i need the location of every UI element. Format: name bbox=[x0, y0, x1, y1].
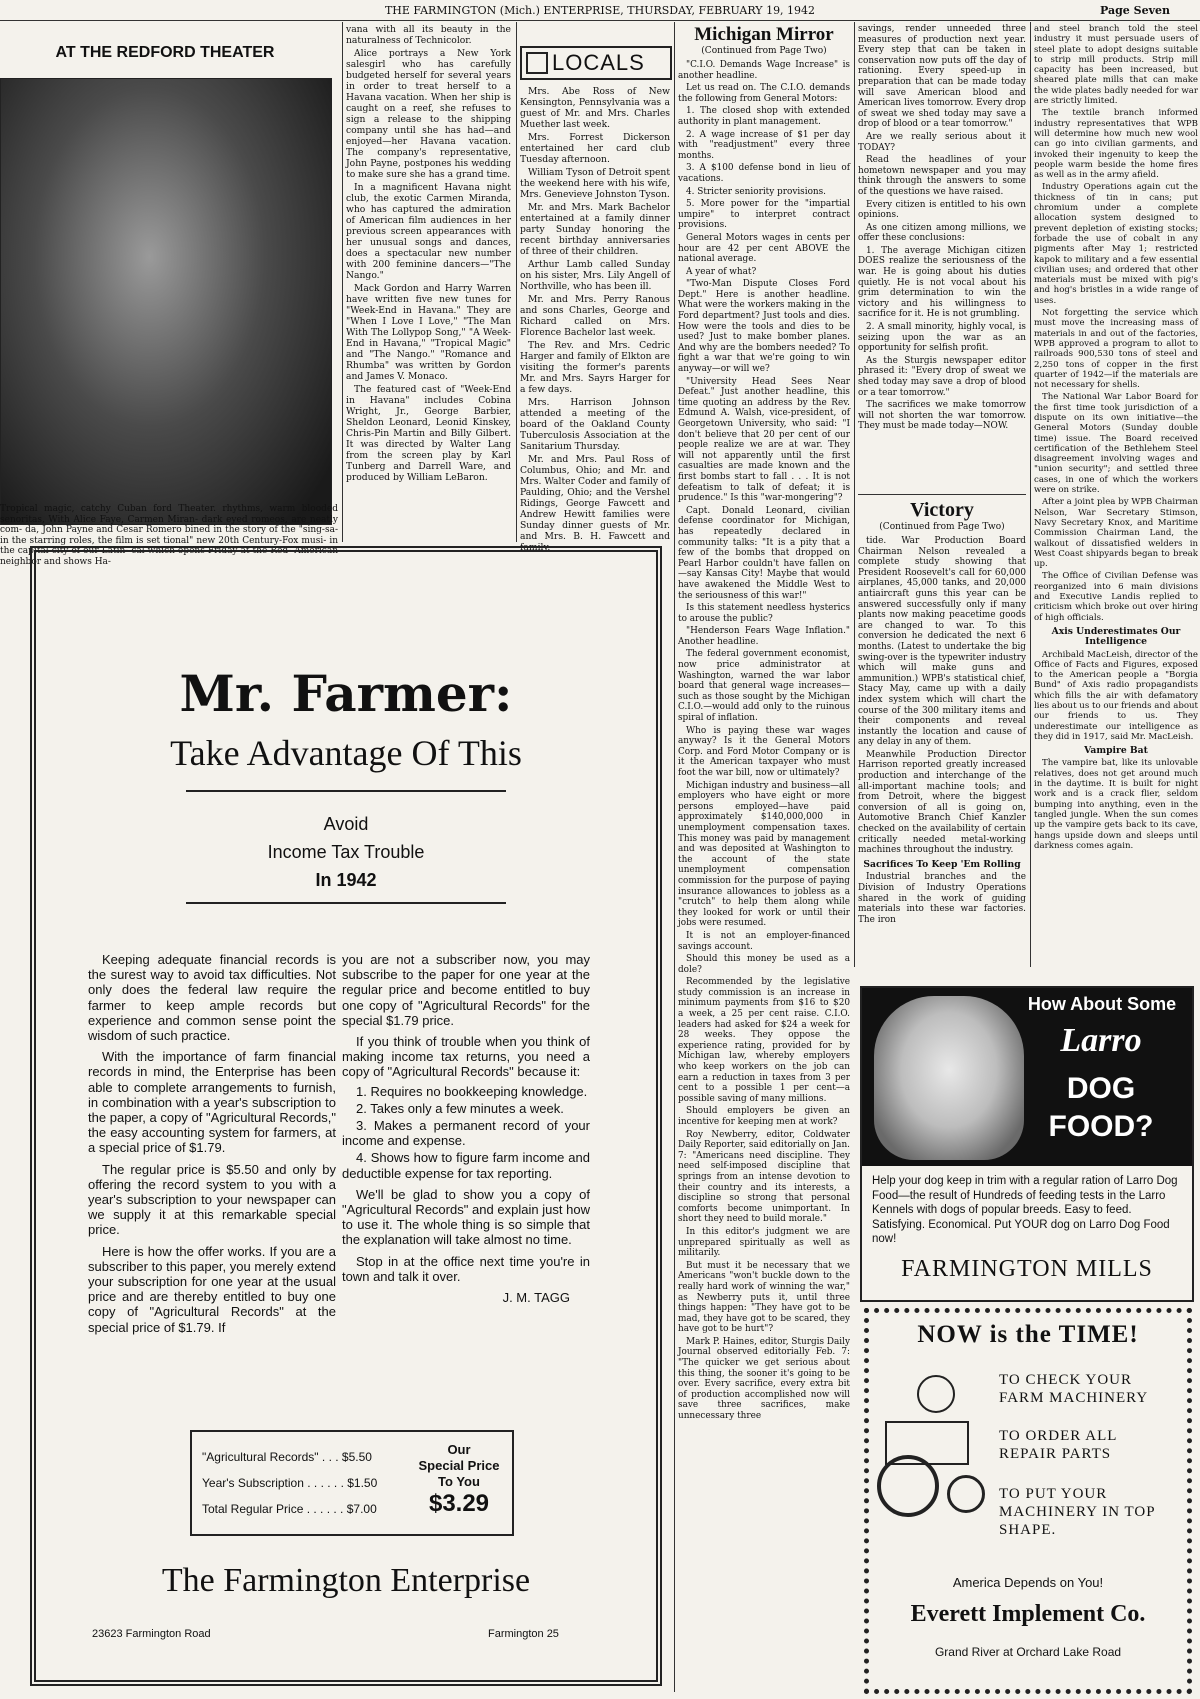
redford-section bbox=[0, 24, 340, 534]
everett-item: TO ORDER ALL REPAIR PARTS bbox=[999, 1428, 1117, 1462]
victory-section bbox=[858, 494, 1026, 927]
victory-paragraph: After a joint plea by WPB Chairman Nelson, War Secretary Stimson, Navy Secretary Knox, and Maritime Commission Chairman Land, the walkout of dissatisfied welders in West Coast shipyards began to break up. bbox=[1034, 497, 1198, 570]
bat-paragraph: The vampire bat, like its unlovable relatives, does not get around much in the daytime. It is built for night work and is a crack flier, seldom bumping into anything, even in the tangled jungle. When the sun comes up the vampire gets back to its cave, hangs upside down and sleeps until darkness comes again. bbox=[1034, 758, 1198, 851]
special-price: $3.29 bbox=[428, 1490, 490, 1517]
locals-item: Mrs. Abe Ross of New Kensington, Pennsylvania was a guest of Mr. and Mrs. Charles Muether last week. bbox=[520, 86, 670, 130]
mirror-paragraph: Should employers be given an incentive for keeping men at work? bbox=[678, 1106, 850, 1127]
ad-list-item: 1. Requires no bookkeeping knowledge. bbox=[356, 1083, 588, 1099]
enterprise-phone: Farmington 25 bbox=[488, 1628, 559, 1640]
bat-subhead: Vampire Bat bbox=[1084, 745, 1148, 757]
price-box bbox=[190, 1430, 514, 1536]
mirror-paragraph: Capt. Donald Leonard, civilian defense coordinator for Michigan, has repeatedly declared in community talks: "It is a pity that a few of the bombs that dropped on Pearl Harbor couldn't have fallen on—say Kansas City! Maybe that would have awakened the Middle West to the seriousness of this war!" bbox=[678, 505, 850, 601]
farmer-ad bbox=[30, 546, 662, 1686]
mirror-paragraph: 5. More power for the "impartial umpire" to interpret contract provisions. bbox=[678, 199, 850, 231]
locals-column bbox=[520, 86, 670, 555]
everett-ad bbox=[864, 1308, 1192, 1694]
mirror-paragraph: Should this money be used as a dole? bbox=[678, 954, 850, 975]
avoid-line1: Avoid bbox=[323, 814, 369, 834]
mirror-subtitle: (Continued from Page Two) bbox=[701, 46, 827, 56]
farmer-subtitle: Take Advantage Of This bbox=[170, 733, 522, 773]
mirror-paragraph: "C.I.O. Demands Wage Increase" is another headline. bbox=[678, 60, 850, 81]
mirror-paragraph: 4. Stricter seniority provisions. bbox=[686, 186, 827, 197]
mirror-paragraph: Recommended by the legislative study commission is an increase in minimum payments from $16 to $20 a week, a 25 per cent raise. C.I.O. leaders had asked for $24 a week for 28 weeks. They oppose the experience rating, provided for by Michigan law, whereby employers who keep workers on the job can earn a reduction in taxes from 3 per cent to a possible 1 per cent—a possible saving of many millions. bbox=[678, 977, 850, 1104]
locals-item: Mr. and Mrs. Paul Ross of Columbus, Ohio; and Mr. and Mrs. Walter Coder and family of Paulding, Ohio; and the Vershel Ridings, George Fawcett and Andrew Hewitt families were Sunday dinner guests of Mr. and Mrs. B. H. Fawcett and family. bbox=[520, 454, 670, 553]
victory-paragraph: The Office of Civilian Defense was reorganized into 6 main divisions and Executive Landis replied to criticism which broke out over hiring of high officials. bbox=[1034, 571, 1198, 623]
editorial-paragraph: 2. A small minority, highly vocal, is seizing upon the war as an opportunity for selfish profit. bbox=[858, 322, 1026, 354]
larro-brand: Larro bbox=[1060, 1022, 1142, 1059]
col-rule bbox=[342, 22, 343, 542]
locals-item: Mrs. Forrest Dickerson entertained her card club Tuesday afternoon. bbox=[520, 132, 670, 165]
divider bbox=[186, 902, 506, 904]
editorial-paragraph: As the Sturgis newspaper editor phrased it: "Every drop of sweat we shed today may save a drop of blood or a tear tomorrow." bbox=[858, 355, 1026, 398]
victory-paragraph: Not forgetting the service which must move the increasing mass of materials in and out of the factories, WPB approved a program to allot to railroads 900,530 tons of steel and 2,250 tons of copper in the first quarter of 1942—if the materials are not necessary for shells. bbox=[1034, 308, 1198, 391]
locals-item: Mr. and Mrs. Perry Ranous and sons Charles, George and Richard called on Mrs. Florence Bachelor last week. bbox=[520, 294, 670, 338]
enterprise-address: 23623 Farmington Road bbox=[92, 1628, 211, 1640]
ad-paragraph: We'll be glad to show you a copy of "Agricultural Records" and explain just how to use it. The whole thing is so simple that the explanation will take almost no time. bbox=[342, 1186, 590, 1248]
avoid-line3: In 1942 bbox=[315, 870, 377, 890]
axis-subhead: Axis Underestimates Our Intelligence bbox=[1051, 625, 1181, 648]
mirror-paragraph: "Two-Man Dispute Closes Ford Dept." Here is another headline. What were the workers making in the Ford department? Just tools and dies. How were the tools and dies to be used? Just to make bomber planes. And why are the bombers needed? To fight a war that we're going to win anyway—or will we? bbox=[678, 279, 850, 375]
locals-item: The Rev. and Mrs. Cedric Harger and family of Elkton are visiting the former's parents Mr. and Mrs. Sayrs Harger for a few days. bbox=[520, 340, 670, 395]
victory-paragraph: The National War Labor Board for the first time took jurisdiction of a dispute on its own initiative—the General Motors (Sunday double time) issue. The Board received certification of the Bethlehem Steel disagreement involving wages and "union security"; and settled three cases, in one of which the workers were on strike. bbox=[1034, 392, 1198, 496]
ad-list-item: 4. Shows how to figure farm income and deductible expense for tax reporting. bbox=[342, 1150, 590, 1181]
mirror-continued bbox=[858, 24, 1026, 434]
price-row: "Agricultural Records" . . . $5.50 bbox=[202, 1450, 372, 1464]
locals-item: Arthur Lamb called Sunday on his sister, Mrs. Lily Angell of Northville, who has been ill. bbox=[520, 259, 670, 292]
mirror-paragraph: 2. A wage increase of $1 per day with "readjustment" every three months. bbox=[678, 129, 850, 161]
victory-title: Victory bbox=[910, 499, 974, 521]
editorial-paragraph: Every citizen is entitled to his own opinions. bbox=[858, 199, 1026, 221]
price-row: Year's Subscription . . . . . . $1.50 bbox=[202, 1476, 378, 1490]
victory-paragraph: tide. War Production Board Chairman Nelson revealed a complete study showing that President Roosevelt's call for 60,000 airplanes, 45,000 tanks, and 20,000 antiaircraft guns this year can be answered successfully only if many plants now making peacetime goods are changed to war. To this conversion he dedicated the next 6 months. (Latest to undertake the big swing-over is the typewriter industry which will make guns and ammunition.) WPB's statistical chief, Stacy May, came up with a daily index system which will chart the course of the 300 military items and their components and reveal instantly the location and cause of any delay in any of them. bbox=[858, 536, 1026, 748]
price-our: Our bbox=[447, 1442, 471, 1457]
everett-depends: America Depends on You! bbox=[952, 1575, 1104, 1590]
locals-item: Mrs. Harrison Johnson attended a meeting of the board of the Oakland County Tuberculosis Association at the Sanitarium Thursday. bbox=[520, 397, 670, 452]
story-paragraph: The featured cast of "Week-End in Havana" includes Cobina Wright, Jr., George Barbier, Sheldon Leonard, Leonid Kinskey, Chris-Pin Martin and Billy Gilbert. It was directed by Walter Lang from the screen play by Karl Tunberg and Darrell Ware, and produced by William LeBaron. bbox=[346, 384, 511, 483]
redford-caption: Tropical magic, catchy Cuban ford Theater. rhythms, warm blooded senoritas, With Alice Faye, Carmen Miran- dark eyed romeos, are neatly com- da, John Payne and Cesar Romero bined in the story of the "sing-sa- in the starring roles, the film is set tional" new 20th Century-Fox musi- in the capital city of our Latin- cal which opens Friday at the Red- American neighbor and shows Ha- bbox=[0, 504, 338, 567]
locals-title: LOCALS bbox=[552, 50, 645, 75]
everett-address: Grand River at Orchard Lake Road bbox=[934, 1645, 1122, 1659]
larro-dog: DOG bbox=[1066, 1072, 1136, 1105]
larro-banner bbox=[862, 988, 1192, 1166]
story-paragraph: Mack Gordon and Harry Warren have written five new tunes for "Week-End in Havana." They are "When I Love I Love," "The Man With The Lollypop Song," "A Week-End in Havana," "Tropical Magic" and "The Nango." "Romance and Rhumba" was written by Gordon and James V. Monaco. bbox=[346, 283, 511, 382]
ad-list-item: 3. Makes a permanent record of your income and expense. bbox=[342, 1118, 590, 1149]
editorial-paragraph: savings, render unneeded three measures of production next year. Every step that can be taken in conservation now puts off the day of rationing. Every speed-up in preparation that can be made today will save American blood and American lives tomorrow. Every drop of sweat we shed today may save a drop of blood or a tear tomorrow." bbox=[858, 24, 1026, 130]
col-rule bbox=[1030, 22, 1031, 967]
editorial-paragraph: Are we really serious about it TODAY? bbox=[858, 131, 1026, 153]
victory-paragraph: Meanwhile Production Director Harrison reported greatly increased production and interchange of the all-important machine tools; and from Detroit, where the biggest conversion of all is going on, Automotive Branch Chief Kanzler checked on the availability of certain critically needed metal-working machines throughout the industry. bbox=[858, 749, 1026, 856]
mirror-paragraph: But must it be necessary that we Americans "won't buckle down to the really hard work of winning the war," as Newberry puts it, until three things happen: "They have got to be mad, they have got to be scared, they have got to be hurt"? bbox=[678, 1260, 850, 1335]
victory-paragraph: Industrial branches and the Division of Industry Operations shared in the work of guiding materials into these war factories. The iron bbox=[858, 872, 1026, 925]
ad-paragraph: you are not a subscriber now, you may subscribe to the paper for one year at the regular price and become entitled to buy one copy of "Agricultural Records" for the special $1.79 price. bbox=[342, 952, 590, 1028]
masthead: THE FARMINGTON (Mich.) ENTERPRISE, THURSDAY, FEBRUARY 19, 1942 bbox=[384, 4, 816, 17]
mirror-column bbox=[678, 24, 850, 1424]
divider bbox=[186, 790, 506, 792]
mirror-paragraph: Is this statement needless hysterics to arouse the public? bbox=[678, 603, 850, 624]
victory-paragraph: The textile branch informed industry representatives that WPB will determine how much new wool can go into civilian garments, and invoked their ingenuity to keep the people warm beside the home fires as well as in the army afield. bbox=[1034, 108, 1198, 181]
farmer-title: Mr. Farmer: bbox=[179, 664, 513, 723]
ad-list-item: 2. Takes only a few minutes a week. bbox=[356, 1100, 564, 1116]
mirror-paragraph: 1. The closed shop with extended authority in plant management. bbox=[678, 106, 850, 127]
mirror-paragraph: The federal government economist, now price administrator at Washington, warned the war labor board that general wage increases—such as those sought by the Michigan C.I.O.—would add only to the ruinous spiral of inflation. bbox=[678, 649, 850, 724]
price-special: Special Price bbox=[418, 1458, 500, 1473]
ad-paragraph: If you think of trouble when you think of making income tax returns, you need a copy of "Agricultural Records" because it: bbox=[342, 1034, 590, 1080]
col-rule bbox=[674, 22, 675, 1692]
victory-continued bbox=[1034, 24, 1198, 853]
farmer-right-copy bbox=[342, 952, 590, 1305]
mirror-paragraph: Mark P. Haines, editor, Sturgis Daily Journal observed editorially Feb. 7: "The quicker we get serious about this thing, the sooner it's going to be over. Every sacrifice, every extra bit of production accomplished now will save three sacrifices, make unnecessary three bbox=[678, 1336, 850, 1422]
editorial-paragraph: As one citizen among millions, we offer these conclusions: bbox=[858, 222, 1026, 244]
col-rule bbox=[854, 22, 855, 967]
ad-paragraph: With the importance of farm financial records in mind, the Enterprise has been able to complete arrangements to furnish, in combination with a year's subscription to the paper, a copy of "Agricultural Records," the easy accounting system for farmers, at a special price of $1.79. bbox=[88, 1049, 336, 1156]
ad-paragraph: The regular price is $5.50 and only by offering the record system to you with a year's subscription to your newspaper can we supply it at this remarkable special price. bbox=[88, 1161, 336, 1238]
axis-paragraph: Archibald MacLeish, director of the Office of Facts and Figures, exposed to the American people a "Borgia Bund" of Axis radio propagandists which fills the air with defamatory lies about us to our friends and about our friends to us. They underestimate our intelligence as they did in 1917, said Mr. MacLeish. bbox=[1034, 649, 1198, 742]
editorial-paragraph: 1. The average Michigan citizen DOES realize the seriousness of the war. He is going about his duties quietly. He is not vocal about his grim determination to win the victory and his willingness to sacrifice for it. He is not grumbling. bbox=[858, 245, 1026, 320]
farmer-left-copy bbox=[88, 952, 336, 1335]
mirror-paragraph: General Motors wages in cents per hour are 42 per cent ABOVE the national average. bbox=[678, 232, 850, 265]
editorial-paragraph: The sacrifices we make tomorrow will not shorten the war tomorrow. They must be made today—NOW. bbox=[858, 400, 1026, 432]
page-number: Page Seven bbox=[1100, 4, 1170, 17]
mirror-paragraph: Roy Newberry, editor, Coldwater Daily Reporter, said editorially on Jan. 7: "Americans need discipline. They need self-imposed discipline that springs from an intense devotion to their country and its interests, a discipline so strong that personal comforts become unimportant. In short they need to build morale." bbox=[678, 1129, 850, 1225]
price-to-you: To You bbox=[438, 1474, 480, 1489]
locals-item: William Tyson of Detroit spent the weekend here with his wife, Mrs. Genevieve Johnston Tyson. bbox=[520, 167, 671, 200]
ad-signature: J. M. TAGG bbox=[502, 1290, 570, 1306]
enterprise-name: The Farmington Enterprise bbox=[161, 1562, 531, 1599]
masthead-rule bbox=[0, 20, 1200, 21]
larro-food: FOOD? bbox=[1048, 1110, 1154, 1143]
locals-header bbox=[520, 46, 672, 80]
redford-title: AT THE REDFORD THEATER bbox=[55, 44, 275, 61]
dog-illustration-icon bbox=[874, 996, 1024, 1160]
mirror-paragraph: A year of what? bbox=[686, 266, 757, 277]
redford-story bbox=[346, 24, 511, 485]
victory-paragraph: Industry Operations again cut the thickness of tin in cans; put chromium under a complete allocation system designed to prevent depletion of existing stocks; forbade the use of cobalt in any pigments after May 1; restricted kapok to military and a few essential civilian uses; and ordered that other materials must be mixed with pig's and hog's bristles in a wide range of uses. bbox=[1034, 182, 1198, 306]
mirror-paragraph: It is not an employer-financed savings account. bbox=[678, 930, 850, 952]
larro-question: How About Some bbox=[1027, 994, 1177, 1014]
col-rule bbox=[516, 22, 517, 542]
victory-subhead: Sacrifices To Keep 'Em Rolling bbox=[863, 858, 1021, 870]
tractor-illustration-icon bbox=[877, 1375, 987, 1515]
everett-item: TO PUT YOUR MACHINERY IN TOP SHAPE. bbox=[999, 1486, 1156, 1538]
price-row: Total Regular Price . . . . . . $7.00 bbox=[202, 1502, 377, 1516]
editorial-paragraph: Read the headlines of your hometown newspaper and you may think through the answers to some of the questions we have raised. bbox=[858, 155, 1026, 197]
mirror-paragraph: Who is paying these war wages anyway? Is it the General Motors Corp. and Ford Motor Company or is it the American taxpayer who must foot the war bill, now or ultimately? bbox=[678, 725, 850, 778]
mirror-title: Michigan Mirror bbox=[694, 24, 834, 45]
larro-body: Help your dog keep in trim with a regular ration of Larro Dog Food—the result of Hundreds of feeding tests in the Larro Kennels with dogs of popular breeds. Easy to feed. Satisfying. Economical. Put YOUR dog on Larro Dog Food now! bbox=[872, 1175, 1178, 1245]
mirror-paragraph: Michigan industry and business—all employers who have eight or more persons employed—have paid approximately $140,000,000 in unemployment compensation taxes. This money was paid by management and was deposited at Washington to the account of the state unemployment compensation commission for the purpose of paying insurance allowances to jobless as a "crutch" to help them along while they looked for work or until their jobs were resumed. bbox=[678, 780, 850, 929]
story-paragraph: Alice portrays a New York salesgirl who has carefully budgeted herself for several years in order to treat herself to a Havana vacation. When her ship is caught on a reef, she refuses to sign a release to the shipping company until she has had—and enjoyed—her Havana vacation. The company's representative, John Payne, postpones his wedding to make sure she has a grand time. bbox=[346, 48, 511, 180]
ad-paragraph: Keeping adequate financial records is the surest way to avoid tax difficulties. Not only does the federal law require the farmer to keep ample records but experience and common sense point the wisdom of such practice. bbox=[88, 952, 336, 1044]
avoid-line2: Income Tax Trouble bbox=[267, 842, 425, 862]
mirror-paragraph: 3. A $100 defense bond in lieu of vacations. bbox=[678, 163, 850, 184]
farmington-mills: FARMINGTON MILLS bbox=[901, 1256, 1153, 1282]
locals-item: Mr. and Mrs. Mark Bachelor entertained at a family dinner party Sunday honoring the recent birthday anniversaries of three of their children. bbox=[520, 202, 670, 257]
story-paragraph: In a magnificent Havana night club, the exotic Carmen Miranda, who has captured the admiration of American film audiences in her previous screen appearances with her unusual songs and dances, does a spectacular new number with 200 feminine dancers—"The Nango." bbox=[346, 182, 511, 281]
everett-headline: NOW is the TIME! bbox=[917, 1321, 1139, 1348]
larro-ad bbox=[860, 986, 1194, 1302]
mirror-paragraph: "Henderson Fears Wage Inflation." Another headline. bbox=[678, 626, 850, 647]
victory-subtitle: (Continued from Page Two) bbox=[879, 522, 1005, 532]
ad-paragraph: Here is how the offer works. If you are a subscriber to this paper, you merely extend your subscription for one year at the usual price and are thereby entitled to buy one copy of "Agricultural Records" at the special price of $1.79. If bbox=[88, 1243, 336, 1335]
mirror-paragraph: "University Head Sees Near Defeat." Just another headline, this time quoting an address by the Rev. Edmund A. Walsh, vice-president, of Georgetown University, who said: "I don't believe that 20 per cent of our people realize we are at war. They will not apparently until the first casualties are made known and the first bombs start to fall . . . It is not defeatism to talk of defeat; it is prudence." Is this "war-mongering"? bbox=[678, 376, 850, 504]
movie-still-photo bbox=[0, 78, 332, 525]
victory-paragraph: and steel branch told the steel industry it must persuade users of steel plate to adopt designs suitable to strip mill products. Strip mill capacity has been increased, but sheared plate mills that can make the wide plates badly needed for war are strictly limited. bbox=[1034, 24, 1198, 107]
everett-item: TO CHECK YOUR FARM MACHINERY bbox=[999, 1372, 1149, 1406]
locals-logo-icon bbox=[526, 52, 548, 74]
everett-name: Everett Implement Co. bbox=[910, 1601, 1146, 1627]
mirror-paragraph: In this editor's judgment we are unprepared spiritually as well as militarily. bbox=[678, 1226, 850, 1259]
ad-paragraph: Stop in at the office next time you're in town and talk it over. bbox=[342, 1253, 590, 1284]
story-paragraph: vana with all its beauty in the naturalness of Technicolor. bbox=[346, 24, 511, 46]
mirror-paragraph: Let us read on. The C.I.O. demands the following from General Motors: bbox=[678, 83, 850, 104]
